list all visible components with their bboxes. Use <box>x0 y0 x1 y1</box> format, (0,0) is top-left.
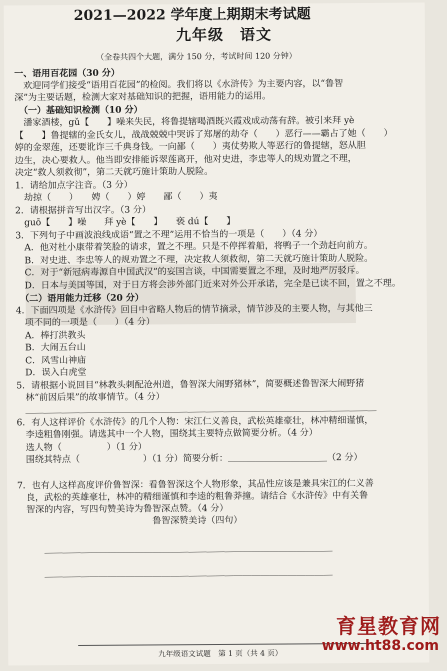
text-line: 1．请给加点字注音。（3 分） <box>14 180 133 192</box>
text-line: D．日本与美国等国，对于日方将会涉外部门近来对外公开承诺，完全是已读不回，置之不理。 <box>15 278 401 292</box>
text-line: 深”为主要话题，检测大家对基础知识的把握，语用能力的运用。 <box>14 91 271 104</box>
text-line: 边生，决心要救人。他当即安排能诉翠莲离开，他对史进，李忠等人的规劝置之不理， <box>14 154 357 167</box>
exam-subject: 九年级 语文 <box>175 25 272 45</box>
paper-sheet <box>4 3 430 666</box>
text-line: 2．请根据拼音写出汉字。（3 分） <box>15 205 151 217</box>
text-line: 项不同的一项是（ ）（4 分） <box>15 317 156 329</box>
text-line: C．风雪山神庙 <box>16 355 87 367</box>
watermark-url: www.ht88.com <box>321 638 439 654</box>
text-line: 婷的金翠莲，还要讹诈三千典身钱。一向鄙（ ）夷仗势欺人等恶行的鲁提辖，怒从胆 <box>14 140 366 154</box>
text-line: 7．也有人这样高度评价鲁智深：看鲁智深这个人物形象，其品性应该是兼具宋江的仁义善 <box>17 478 374 492</box>
text-line: 劫掠（ ） 娉（ ）婷 鄙（ ）夷 <box>15 191 218 204</box>
text-line: 欢迎同学们接受“语用百花园”的检阅。我们将以《水浒传》为主要内容，以“鲁智 <box>14 79 344 92</box>
text-line: 林“前因后果”的故事情节。（4 分） <box>16 392 165 404</box>
text-line: B．对史进、李忠等人的规劝置之不理，决定救人须救彻，第二天就巧施计策助人脱险。 <box>15 253 374 267</box>
text-line: D．误入白虎堂 <box>16 367 87 379</box>
exam-meta: （全卷共四个大题，满分 150 分，考试时间 120 分钟） <box>96 51 297 62</box>
text-line: ＿＿＿＿＿＿＿＿＿＿＿＿＿＿＿＿＿＿＿＿＿＿＿＿＿＿＿＿＿＿＿＿ <box>17 543 333 556</box>
text-line: A．棒打洪教头 <box>15 330 86 342</box>
text-line: （一）基础知识检测（10 分） <box>14 105 143 117</box>
text-line: ＿＿＿＿＿＿＿＿＿＿＿＿＿＿＿＿＿＿＿＿＿＿＿＿＿＿＿＿＿＿＿＿＿＿＿＿＿＿＿ <box>16 402 377 416</box>
text-line: 【 】鲁提辖的金氏女儿，战战兢兢中哭诉了郑屠的劫夺（ ）恶行——霸占了她（ ） <box>14 128 393 142</box>
exam-title: 2021—2022 学年度上期期末考试题 <box>73 6 311 24</box>
text-line: C．对于“新冠病毒源自中国武汉”的妄国言谈，中国需要置之不理，及时地严厉驳斥。 <box>15 265 365 279</box>
text-line: 李逵粗鲁刚强。请选其中一个人物，围绕其主要特点做简要分析。（4 分） <box>16 428 318 441</box>
text-line: 决定“救人须救彻”，第二天就巧施计策助人脱险。 <box>14 167 214 179</box>
page-footer: 九年级语文试题 第 1 页（共 4 页） <box>158 648 283 659</box>
text-line: 围绕其特点（ ）（1 分）简要分析：＿＿＿＿＿＿＿＿＿＿＿（2 分） <box>16 452 363 466</box>
text-line: A．他对杜小康带着笑脸的请求，置之不理。只是不停挥着船，将鸭子一个劲赶向前方。 <box>15 240 373 254</box>
text-line: B．大闹五台山 <box>16 342 86 354</box>
text-line: 鲁智深赞美诗（四句） <box>17 515 243 528</box>
text-line: 6．有人这样评价《水浒传》的几个人物：宋江仁义善良，武松英雄豪壮，林冲精细谨慎， <box>16 415 374 429</box>
text-line: 5．请根据小说回目“林教头刺配沧州道，鲁智深大闹野猪林”，简要概述鲁智深大闹野猪 <box>16 378 365 392</box>
text-line: 3．下列句子中画波浪线成语“置之不理”运用不恰当的一项是（ ）（4 分） <box>15 229 323 242</box>
text-line: 潘家酒楼，gǔ【 】噪来失民，将鲁提辖喝酒既兴霞戏成动荡有辞。被引来拜 yè <box>14 116 355 129</box>
watermark-brand: 育星教育网 <box>336 614 441 638</box>
text-line: （二）语用能力迁移（20 分） <box>15 293 144 305</box>
text-line: ＿＿＿＿＿＿＿＿＿＿＿＿＿＿＿＿＿＿＿＿＿＿＿＿＿＿＿＿＿＿＿＿ <box>17 567 333 580</box>
text-line: 一、语用百花园（30 分） <box>14 68 120 80</box>
text-line: 4．下面四项是《水浒传》回目中省略人物后的情节摘录，情节涉及的主要人物，与其他三 <box>15 303 373 317</box>
text-line: 选人物（ ）（1 分） <box>16 442 147 454</box>
text-line: guō【 】噪 拜 yè【 】 亵 dú【 】 <box>15 216 236 229</box>
text-line: 智深的内容，写四句赞美诗为鲁智深点赞。（4 分） <box>17 503 229 516</box>
text-line: 良，武松的英雄豪壮，林冲的精细谨慎和李逵的粗鲁莽撞。请结合《水浒传》中有关鲁 <box>17 490 369 504</box>
